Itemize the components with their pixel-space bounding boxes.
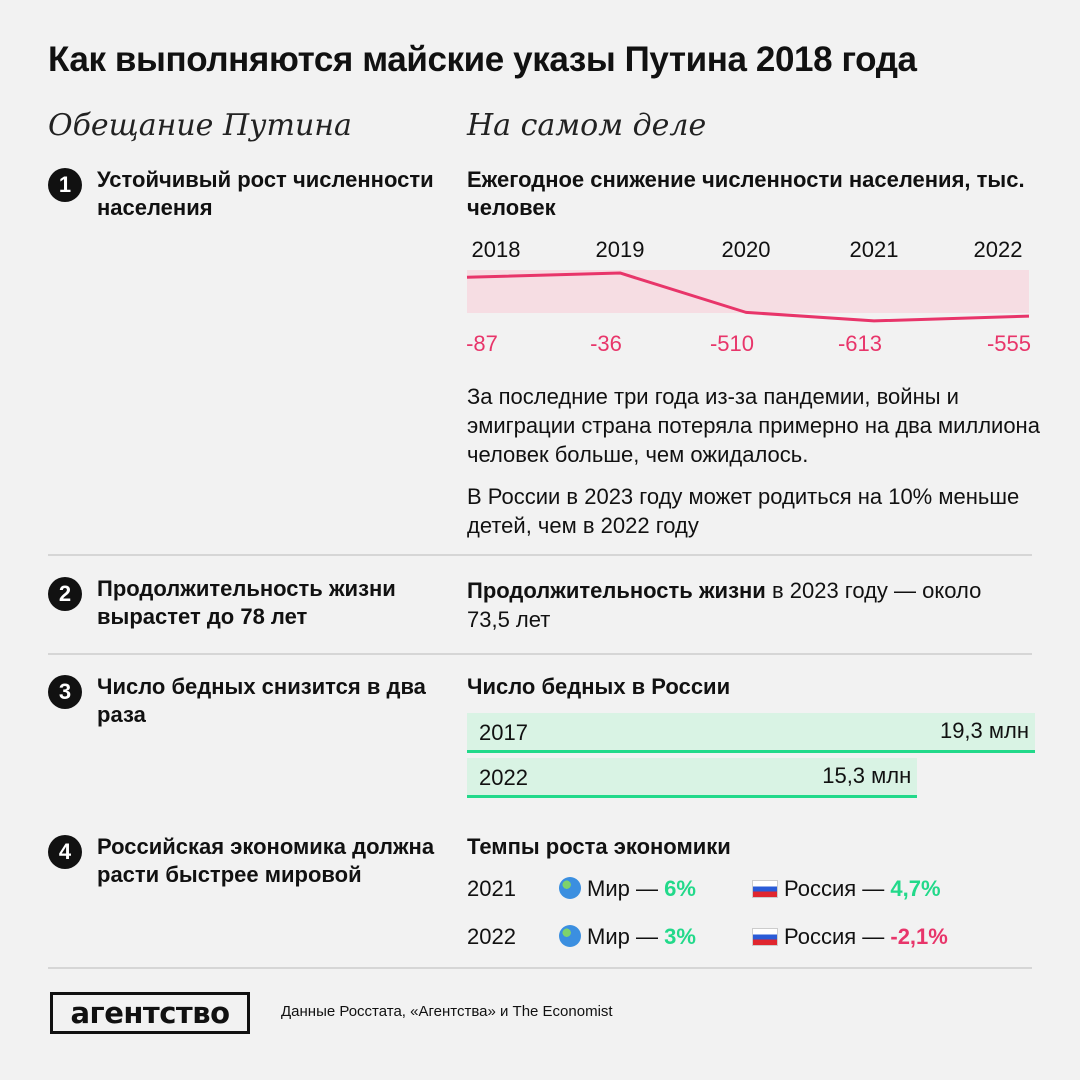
promise-3: Число бедных снизится в два раза [97,674,426,727]
life-expectancy-fact [467,576,1027,634]
data-value-label: -510 [709,331,755,356]
growth-russia [752,924,948,950]
promise-4: Российская экономика должна расти быстрее мировой [97,834,435,887]
paragraph-1: За последние три года из-за пандемии, войны и эмиграции страна потеряла примерно на два миллиона человек больше, чем ожидалось. [467,384,1040,467]
world-label: Мир — [587,876,665,901]
divider-2 [48,653,1032,655]
item-number-4: 4 [48,835,82,869]
life-expectancy-rest: в 2023 году — около 73,5 лет [467,578,982,632]
x-tick-label: 2021 [849,237,899,262]
russia-value: 4,7% [890,876,941,901]
life-expectancy-bold: Продолжительность жизни [467,578,766,603]
poverty-bar-year: 2017 [479,720,528,745]
data-value-label: -613 [837,331,883,356]
globe-icon [559,925,581,947]
growth-world [559,924,696,950]
russia-flag-icon [752,880,778,898]
poverty-bar-value: 19,3 млн [939,718,1029,743]
data-value-label: -555 [986,331,1032,356]
column-header-reality: На самом деле [467,108,707,143]
divider-3 [48,967,1032,969]
globe-icon [559,877,581,899]
poverty-bar-2017 [467,713,1035,753]
item-number-3: 3 [48,675,82,709]
source-note: Данные Росстата, «Агентства» и The Economist [281,1003,613,1020]
x-tick-label: 2022 [973,237,1023,262]
paragraph-2: В России в 2023 году может родиться на 10% меньше детей, чем в 2022 году [467,484,1020,538]
russia-label: Россия — [784,924,891,949]
fact-heading-1: Ежегодное снижение численности населения, тыс. человек [467,167,1025,220]
agentstvo-logo: агентство [50,992,250,1034]
world-value: 6% [664,876,696,901]
column-header-promise: Обещание Путина [48,108,352,143]
promise-2: Продолжительность жизни вырастет до 78 лет [97,576,396,629]
growth-russia [752,876,941,902]
growth-world [559,876,696,902]
item-number-1: 1 [48,168,82,202]
x-tick-label: 2020 [721,237,771,262]
poverty-bar-value: 15,3 млн [822,763,912,788]
data-value-label: -36 [590,331,622,356]
x-tick-label: 2019 [595,237,645,262]
promise-1: Устойчивый рост численности населения [97,167,434,220]
divider-1 [48,554,1032,556]
world-label: Мир — [587,924,665,949]
poverty-bar-year: 2022 [479,765,528,790]
fact-heading-4: Темпы роста экономики [467,834,731,859]
russia-flag-icon [752,928,778,946]
x-tick-label: 2018 [471,237,521,262]
russia-value: -2,1% [890,924,948,949]
russia-label: Россия — [784,876,891,901]
page-title: Как выполняются майские указы Путина 2018 года [48,40,917,79]
poverty-bar-2022 [467,758,917,798]
item-number-2: 2 [48,577,82,611]
world-value: 3% [664,924,696,949]
growth-year: 2021 [467,876,516,901]
growth-year: 2022 [467,924,516,949]
fact-heading-3: Число бедных в России [467,674,731,699]
chart-band [467,270,1029,313]
data-value-label: -87 [466,331,498,356]
population-line-chart [460,230,1040,370]
